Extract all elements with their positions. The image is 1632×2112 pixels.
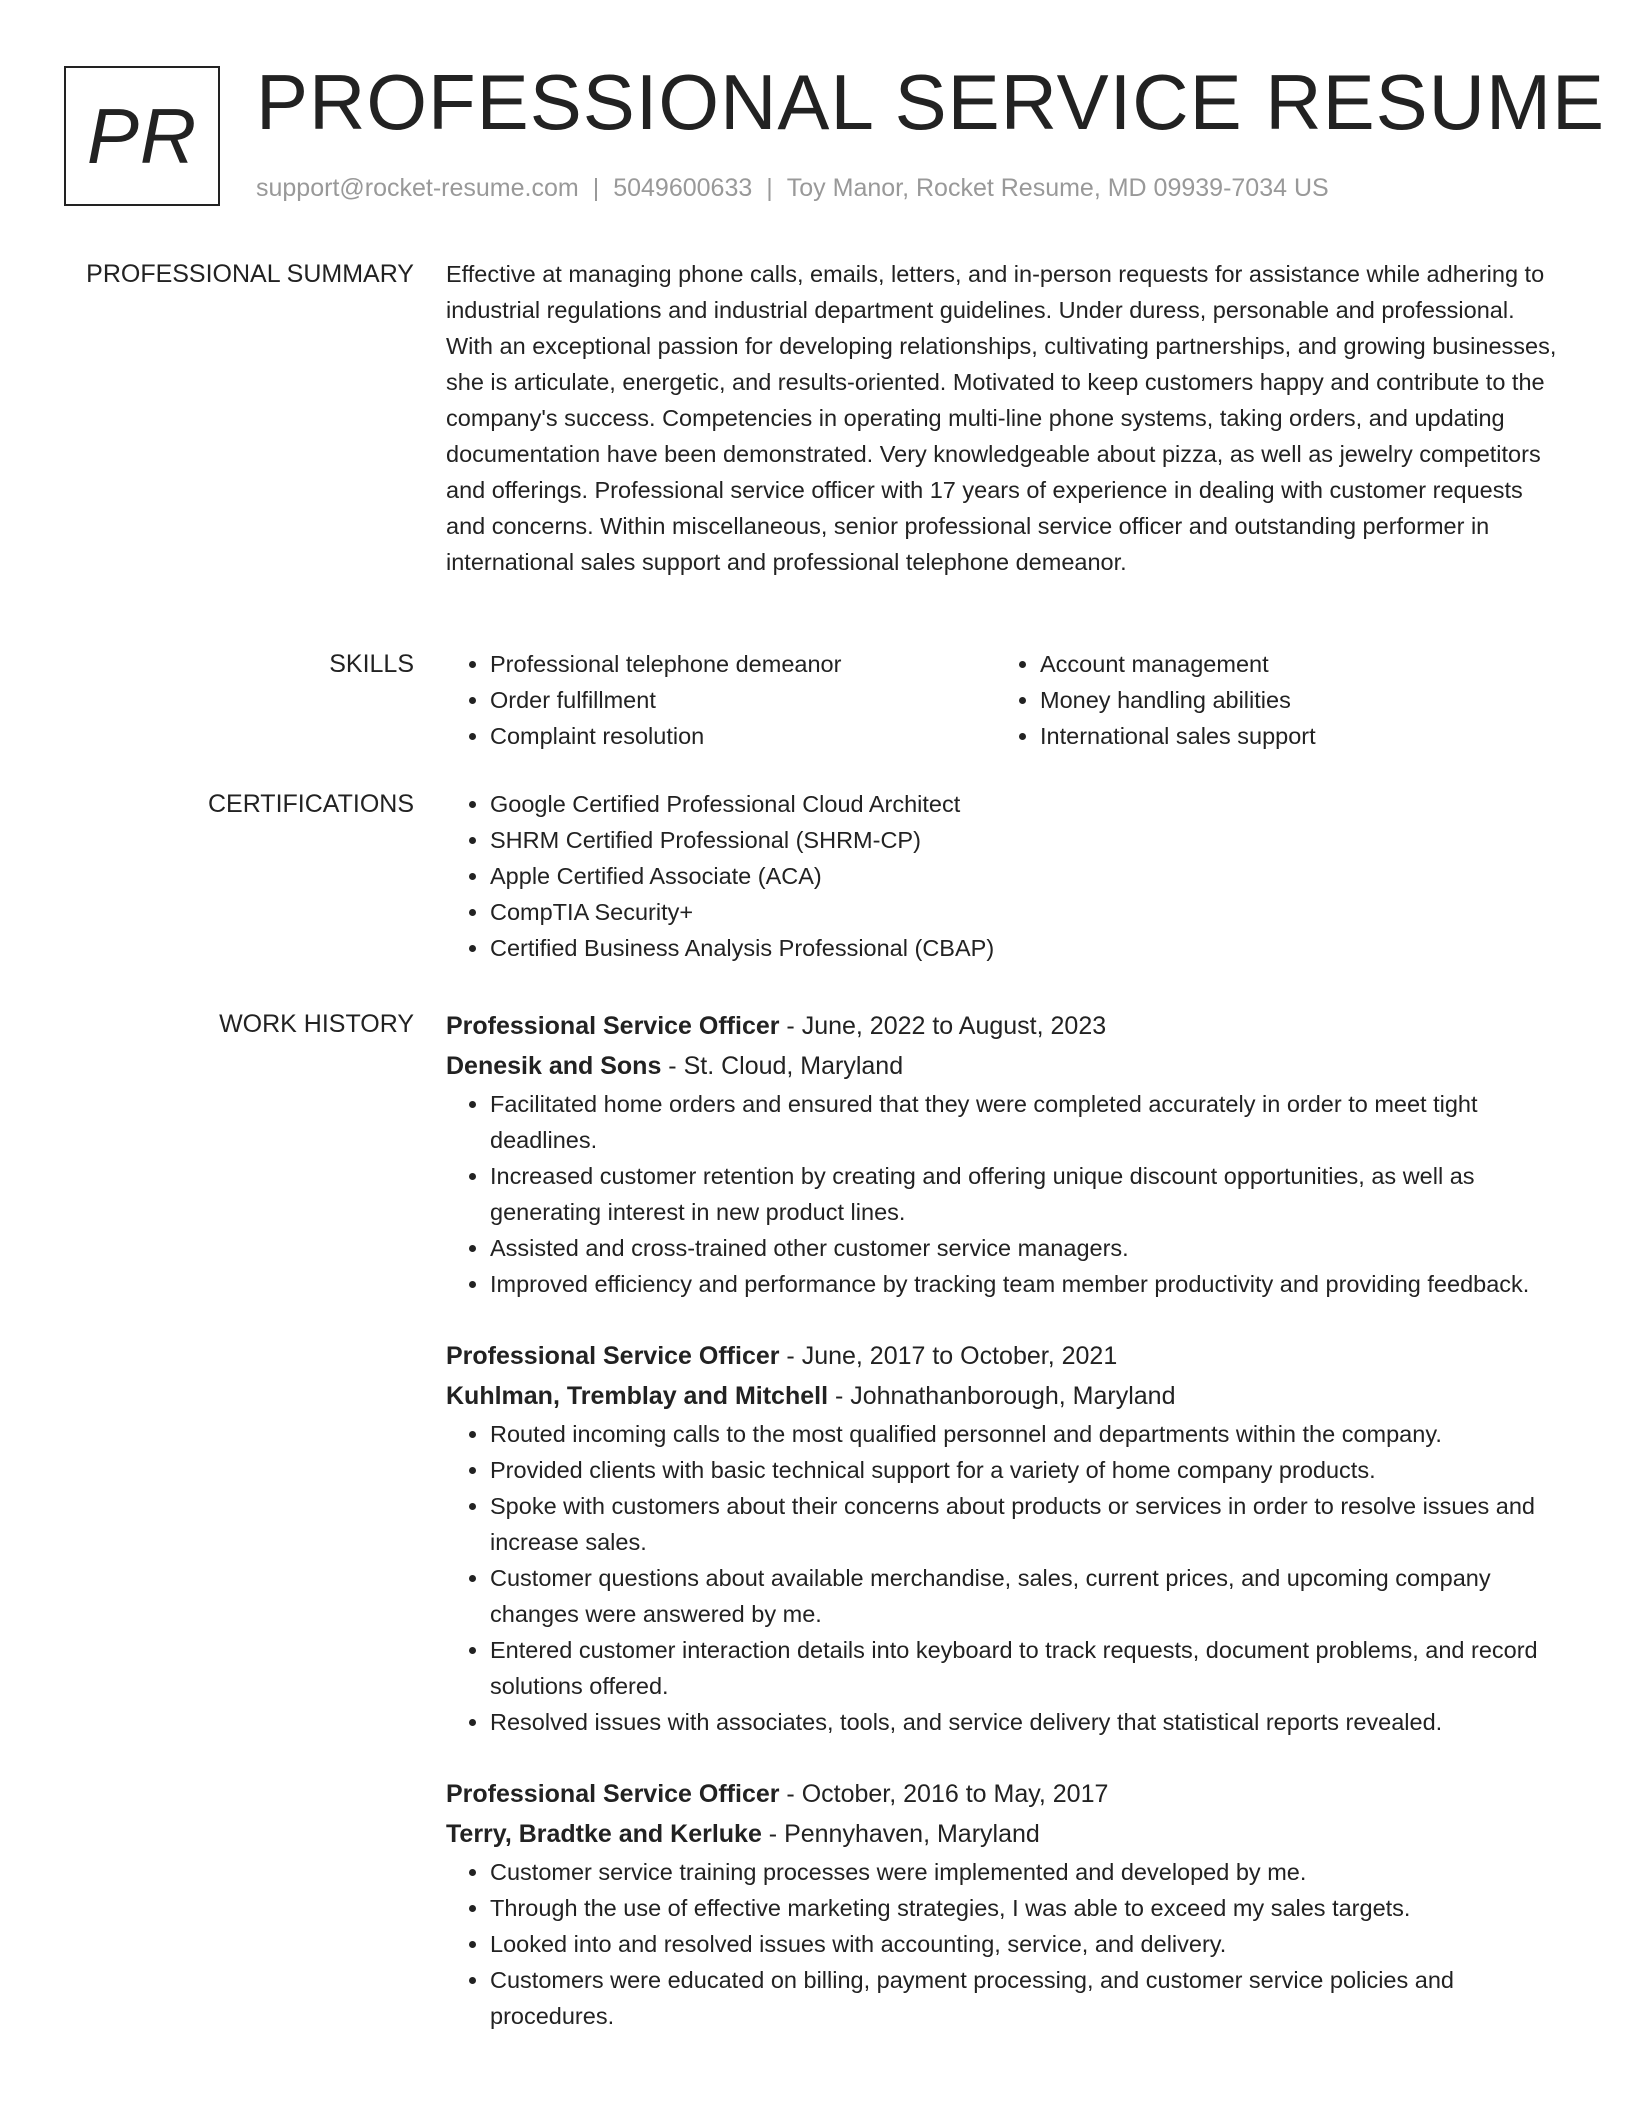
- skill-item: • Money handling abilities: [1040, 682, 1546, 718]
- job-company-line: [446, 1814, 1566, 1854]
- job-entry: [446, 1336, 1566, 1740]
- job-bullet: • Increased customer retention by creating and offering unique discount opportunities, as well as generating interest in new product lines.: [490, 1158, 1566, 1230]
- job-location: - Pennyhaven, Maryland: [761, 1820, 1040, 1848]
- job-location: - Johnathanborough, Maryland: [828, 1382, 1176, 1410]
- job-bullet: • Through the use of effective marketing strategies, I was able to exceed my sales targets.: [490, 1890, 1566, 1926]
- certification-item: • Apple Certified Associate (ACA): [490, 858, 1566, 894]
- contact-address: Toy Manor, Rocket Resume, MD 09939-7034 US: [786, 174, 1329, 202]
- job-bullet: • Routed incoming calls to the most qualified personnel and departments within the company.: [490, 1416, 1566, 1452]
- certification-item: • Google Certified Professional Cloud Architect: [490, 786, 1566, 822]
- skill-item: • International sales support: [1040, 718, 1546, 754]
- summary-text: Effective at managing phone calls, emails, letters, and in-person requests for assistance while adhering to industrial regulations and industrial department guidelines. Under duress, personable and professional. With an exceptional passion for developing relationships, cultivating partnerships, and growing businesses, she is articulate, energetic, and results-oriented. Motivated to keep customers happy and contribute to the company's success. Competencies in operating multi-line phone systems, taking orders, and updating documentation have been demonstrated. Very knowledgeable about pizza, as well as jewelry competitors and offerings. Professional service officer with 17 years of experience in dealing with customer requests and concerns. Within miscellaneous, senior professional service officer and outstanding performer in international sales support and professional telephone demeanor.: [446, 261, 1557, 575]
- certification-item: • Certified Business Analysis Professional (CBAP): [490, 930, 1566, 966]
- job-company-line: [446, 1046, 1566, 1086]
- section-label-skills: SKILLS: [329, 650, 414, 678]
- job-bullet: • Looked into and resolved issues with accounting, service, and delivery.: [490, 1926, 1566, 1962]
- section-label-summary: PROFESSIONAL SUMMARY: [86, 260, 414, 288]
- contact-separator: |: [592, 174, 600, 202]
- contact-email: support@rocket-resume.com: [256, 174, 579, 202]
- job-dates: - June, 2022 to August, 2023: [779, 1012, 1107, 1040]
- skills-column-2: [996, 646, 1546, 754]
- summary-body: [446, 256, 1566, 580]
- work-history-body: [446, 1006, 1566, 2068]
- job-dates: - June, 2017 to October, 2021: [779, 1342, 1118, 1370]
- job-company: Terry, Bradtke and Kerluke: [446, 1820, 762, 1848]
- skill-item: • Professional telephone demeanor: [490, 646, 996, 682]
- job-bullet: • Customer service training processes were implemented and developed by me.: [490, 1854, 1566, 1890]
- skills-body: [446, 646, 1566, 754]
- job-dates: - October, 2016 to May, 2017: [779, 1780, 1109, 1808]
- job-company: Denesik and Sons: [446, 1052, 662, 1080]
- job-location: - St. Cloud, Maryland: [661, 1052, 904, 1080]
- skill-item: • Complaint resolution: [490, 718, 996, 754]
- certification-item: • SHRM Certified Professional (SHRM-CP): [490, 822, 1566, 858]
- section-label-work-history: WORK HISTORY: [219, 1010, 414, 1038]
- job-title: Professional Service Officer: [446, 1012, 780, 1040]
- job-title-line: [446, 1006, 1566, 1046]
- job-title: Professional Service Officer: [446, 1780, 780, 1808]
- contact-line: [256, 174, 1329, 203]
- certifications-body: [446, 786, 1566, 966]
- job-title: Professional Service Officer: [446, 1342, 780, 1370]
- section-label-certifications: CERTIFICATIONS: [207, 790, 414, 818]
- job-bullet: • Resolved issues with associates, tools, and service delivery that statistical reports revealed.: [490, 1704, 1566, 1740]
- job-bullet: • Entered customer interaction details into keyboard to track requests, document problems, and record solutions offered.: [490, 1632, 1566, 1704]
- job-title-line: [446, 1336, 1566, 1376]
- skill-item: • Order fulfillment: [490, 682, 996, 718]
- job-bullet: • Assisted and cross-trained other customer service managers.: [490, 1230, 1566, 1266]
- job-bullet: • Facilitated home orders and ensured that they were completed accurately in order to meet tight deadlines.: [490, 1086, 1566, 1158]
- job-entry: [446, 1774, 1566, 2034]
- contact-separator: |: [766, 174, 773, 202]
- skills-column-1: [446, 646, 996, 754]
- job-company-line: [446, 1376, 1566, 1416]
- certification-item: • CompTIA Security+: [490, 894, 1566, 930]
- job-bullet: • Improved efficiency and performance by tracking team member productivity and providing feedback.: [490, 1266, 1566, 1302]
- monogram-logo: PR: [64, 66, 220, 206]
- job-company: Kuhlman, Tremblay and Mitchell: [446, 1382, 829, 1410]
- job-title-line: [446, 1774, 1566, 1814]
- resume-title: PROFESSIONAL SERVICE RESUME: [256, 58, 1606, 146]
- contact-phone: 5049600633: [613, 174, 753, 202]
- job-entry: [446, 1006, 1566, 1302]
- job-bullet: • Spoke with customers about their concerns about products or services in order to resolve issues and increase sales.: [490, 1488, 1566, 1560]
- job-bullet: • Customer questions about available merchandise, sales, current prices, and upcoming company changes were answered by me.: [490, 1560, 1566, 1632]
- job-bullet: • Provided clients with basic technical support for a variety of home company products.: [490, 1452, 1566, 1488]
- skill-item: • Account management: [1040, 646, 1546, 682]
- job-bullet: • Customers were educated on billing, payment processing, and customer service policies and procedures.: [490, 1962, 1566, 2034]
